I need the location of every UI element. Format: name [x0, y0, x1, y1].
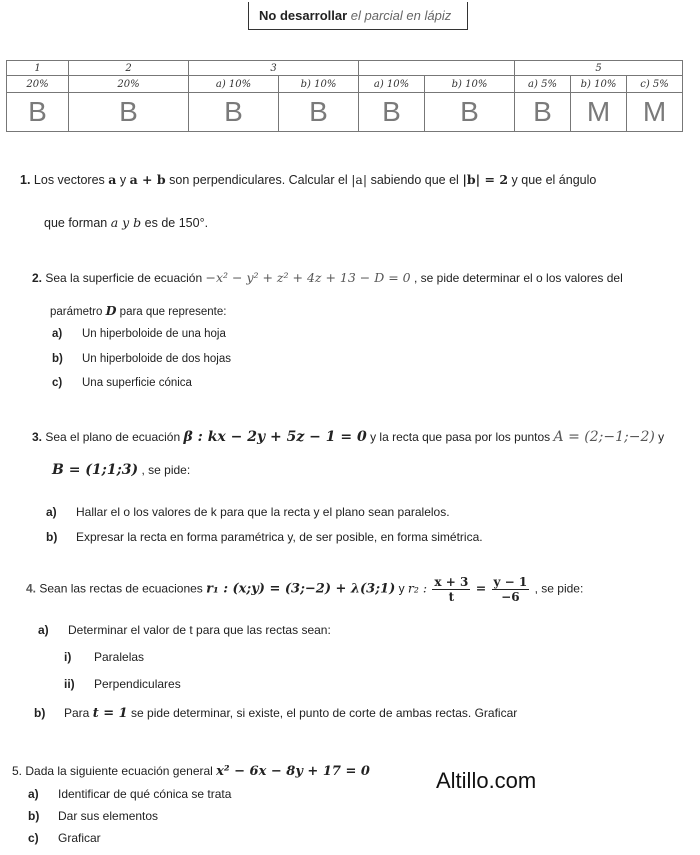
header-q5: 5	[515, 61, 683, 76]
q4-line-r2-label: r₂ :	[407, 580, 428, 596]
q3-equation: β : kx − 2y + 5z − 1 = 0	[183, 429, 367, 445]
item-label: b)	[34, 706, 46, 720]
q1-text: que forman	[44, 216, 108, 230]
q1-vector-a: a	[108, 172, 117, 187]
notice-box	[248, 2, 468, 30]
q2-item	[52, 377, 192, 389]
q2-item	[52, 353, 231, 365]
q1-vectors: a y b	[110, 215, 142, 230]
q3-point-b: B = (1;1;3)	[52, 462, 139, 478]
q3-point-a: A = (2;−1;−2)	[553, 429, 655, 445]
q4-equals: =	[475, 580, 487, 596]
grade-cell: B	[425, 93, 515, 132]
q2-param: D	[105, 303, 117, 318]
grade-cell: B	[279, 93, 359, 132]
q4-subitem	[64, 677, 181, 691]
weight-cell: 20%	[69, 76, 189, 93]
question-1-line-1	[20, 172, 596, 187]
question-number: 4.	[26, 581, 37, 596]
question-4-line-1	[26, 575, 583, 604]
q1-text: es de 150°.	[144, 216, 209, 230]
q2-text: parámetro	[50, 306, 103, 318]
item-label: b)	[28, 809, 40, 823]
grade-cell: B	[359, 93, 425, 132]
q4-line-r1: r₁ : (x;y) = (3;−2) + λ(3;1)	[206, 581, 396, 597]
q1-text: sabiendo que el	[370, 173, 459, 187]
q1-text: son perpendiculares. Calcular el	[169, 173, 348, 187]
q5-text: Dada la siguiente ecuación general	[25, 764, 213, 778]
q2-equation: −x² − y² + z² + 4z + 13 − D = 0	[205, 270, 411, 285]
question-number: 2.	[32, 271, 43, 285]
item-label: b)	[46, 530, 58, 544]
question-number: 3.	[32, 430, 43, 444]
weight-cell: b) 10%	[425, 76, 515, 93]
item-text: Determinar el valor de t para que las rectas sean:	[68, 623, 331, 637]
notice-rest: el parcial en lápiz	[347, 8, 452, 23]
q4-subitem	[64, 650, 144, 664]
weight-cell: b) 10%	[571, 76, 627, 93]
item-text: Un hiperboloide de una hoja	[82, 328, 226, 340]
weight-cell: c) 5%	[627, 76, 683, 93]
q5-item	[28, 809, 158, 823]
q1-text: y que el ángulo	[511, 173, 597, 187]
grade-cell: M	[571, 93, 627, 132]
q5-item	[28, 831, 101, 845]
q1-sum: a + b	[129, 172, 166, 187]
item-label: a)	[38, 623, 49, 637]
question-3-line-1	[32, 429, 664, 445]
item-text: Una superficie cónica	[82, 377, 192, 389]
q2-text: para que represente:	[119, 306, 227, 318]
grade-cell: B	[189, 93, 279, 132]
q4-text: , se pide:	[534, 581, 584, 596]
fraction-numerator: x + 3	[434, 575, 469, 589]
header-q3: 3	[189, 61, 359, 76]
header-q1: 1	[7, 61, 69, 76]
q2-text: , se pide determinar el o los valores del	[413, 271, 623, 285]
q4-fraction-2	[492, 575, 530, 604]
weight-cell: a) 10%	[189, 76, 279, 93]
question-5-line-1	[12, 764, 370, 779]
item-text: Graficar	[58, 831, 101, 845]
q3-text: Sea el plano de ecuación	[45, 430, 181, 444]
question-number: 1.	[20, 173, 31, 187]
fraction-denominator: t	[448, 590, 455, 604]
grade-cell: B	[69, 93, 189, 132]
grade-table	[6, 60, 683, 132]
header-q4	[359, 61, 515, 76]
q3-and: y	[658, 430, 665, 444]
q2-text: Sea la superficie de ecuación	[45, 271, 203, 285]
item-label: c)	[52, 377, 63, 389]
item-text: Paralelas	[94, 650, 145, 664]
header-q2: 2	[69, 61, 189, 76]
item-label: a)	[46, 505, 57, 519]
q4-param-value: t = 1	[92, 706, 128, 721]
grade-cell: B	[515, 93, 571, 132]
grade-cell: M	[627, 93, 683, 132]
altillo-watermark: Altillo.com	[436, 768, 537, 793]
item-label: a)	[52, 328, 63, 340]
weight-cell: b) 10%	[279, 76, 359, 93]
item-text: Para	[64, 706, 90, 720]
q4-item-a	[38, 623, 331, 637]
question-3-line-2	[52, 462, 190, 478]
weight-cell: a) 5%	[515, 76, 571, 93]
item-text: se pide determinar, si existe, el punto de corte de ambas rectas. Graficar	[131, 706, 518, 720]
q3-text: , se pide:	[141, 463, 191, 477]
q1-text: Los vectores	[33, 173, 105, 187]
fraction-numerator: y − 1	[493, 575, 528, 589]
q1-and: y	[119, 173, 127, 187]
item-text: Dar sus elementos	[58, 809, 159, 823]
fraction-denominator: −6	[501, 590, 520, 604]
notice-bold: No desarrollar	[259, 8, 348, 23]
item-label: ii)	[64, 677, 75, 691]
question-2-line-1	[32, 270, 623, 285]
q4-fraction-1	[432, 575, 470, 604]
item-text: Identificar de qué cónica se trata	[58, 787, 232, 801]
weight-cell: 20%	[7, 76, 69, 93]
item-text: Expresar la recta en forma paramétrica y, de ser posible, en forma simétrica.	[76, 530, 483, 544]
q4-text: Sean las rectas de ecuaciones	[39, 581, 203, 596]
q5-item	[28, 787, 231, 801]
q1-norm-b: |b| = 2	[462, 172, 509, 187]
q2-item	[52, 328, 226, 340]
item-text: Un hiperboloide de dos hojas	[82, 353, 231, 365]
item-label: b)	[52, 353, 63, 365]
q3-item	[46, 530, 483, 544]
item-label: a)	[28, 787, 39, 801]
item-text: Perpendiculares	[94, 677, 181, 691]
q5-equation: x² − 6x − 8y + 17 = 0	[216, 764, 370, 779]
item-label: c)	[28, 831, 39, 845]
q4-and: y	[398, 581, 405, 596]
item-label: i)	[64, 650, 72, 664]
q3-item	[46, 505, 450, 519]
q4-item-b	[34, 706, 517, 721]
grade-cell: B	[7, 93, 69, 132]
question-number: 5.	[12, 764, 23, 778]
q3-text: y la recta que pasa por los puntos	[370, 430, 551, 444]
item-text: Hallar el o los valores de k para que la recta y el plano sean paralelos.	[76, 505, 450, 519]
q1-abs-a: |a|	[351, 172, 368, 187]
question-1-line-2	[44, 215, 208, 230]
weight-cell: a) 10%	[359, 76, 425, 93]
question-2-line-2	[50, 303, 226, 318]
